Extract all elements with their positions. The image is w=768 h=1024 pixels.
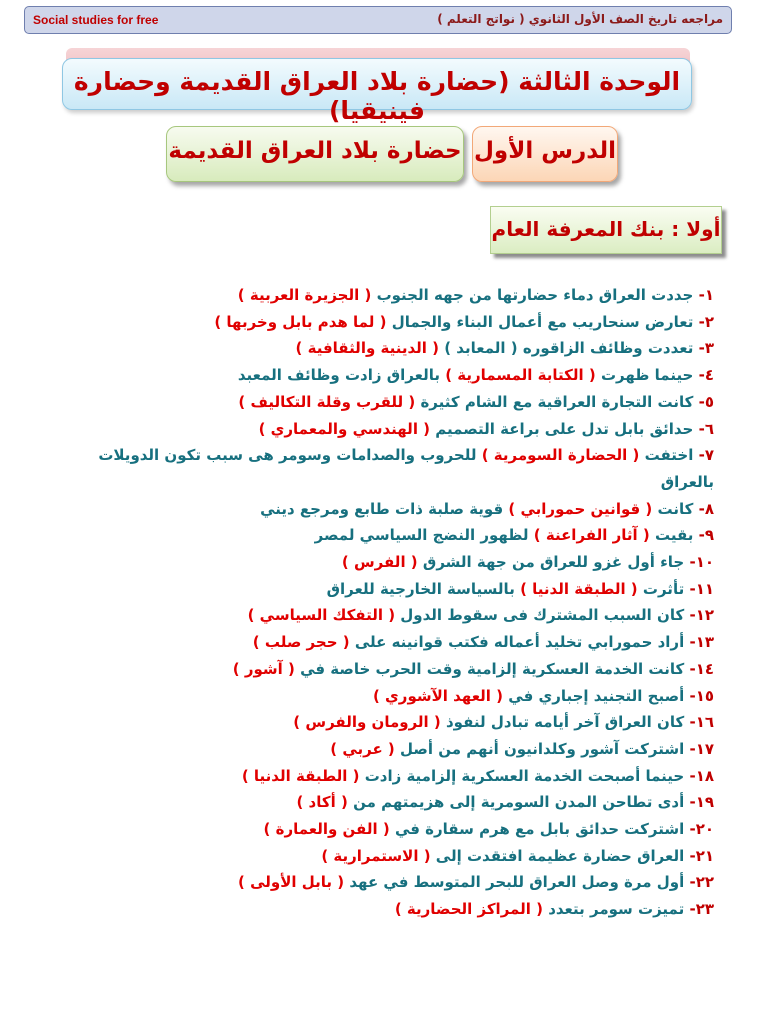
question-text: اشتركت حدائق بابل مع هرم سقارة في: [394, 820, 685, 839]
question-item: [60, 522, 714, 549]
question-answer: ( الجزيرة العربية ): [237, 286, 372, 304]
question-answer: ( الهندسي والمعماري ): [258, 419, 431, 438]
question-number: ١٣-: [689, 633, 714, 652]
question-text: تعارض سنحاريب مع أعمال البناء والجمال: [391, 312, 694, 331]
question-item: [60, 602, 714, 629]
question-text: حينما ظهرت: [600, 366, 694, 385]
question-text: أول مرة وصل العراق للبحر المتوسط في عهد: [349, 873, 685, 892]
header-left-text: Social studies for free: [33, 13, 159, 27]
question-number: ٢١-: [689, 846, 714, 865]
question-text-after: بالسياسة الخارجية للعراق: [326, 579, 515, 598]
question-answer: ( للقرب وقلة التكاليف ): [238, 392, 416, 411]
section-heading-box: [490, 206, 722, 254]
question-item: [60, 335, 714, 362]
question-answer: ( الطبقة الدنيا ): [241, 766, 360, 785]
question-text: حينما أصبحت الخدمة العسكرية إلزامية زادت: [364, 766, 685, 785]
question-text: العراق حضارة عظيمة افتقدت إلى: [435, 846, 685, 865]
question-number: ٢٠-: [689, 820, 714, 839]
question-item: [60, 309, 714, 336]
question-answer: ( الدينية والثقافية ): [295, 339, 439, 358]
question-text-after: للحروب والصدامات وسومر هى سبب تكون الدويلات بالعراق: [98, 446, 714, 491]
question-answer: ( عربي ): [330, 739, 395, 758]
question-text: أدى تطاحن المدن السومرية إلى هزيمتهم من: [353, 793, 685, 812]
question-text: تعددت وظائف الزاقوره ( المعابد ): [444, 339, 694, 358]
question-number: ٨-: [698, 499, 714, 518]
question-item: [60, 709, 714, 736]
question-item: [60, 282, 714, 309]
question-item: [60, 816, 714, 843]
question-answer: ( التفكك السياسي ): [247, 606, 396, 625]
question-item: [60, 896, 714, 923]
question-item: [60, 629, 714, 656]
question-number: ٤-: [698, 366, 714, 385]
question-answer: ( قوانين حمورابي ): [508, 499, 653, 518]
question-number: ١١-: [689, 579, 714, 598]
lesson-title-box: [166, 126, 464, 182]
question-item: [60, 442, 714, 495]
question-text: تأثرت: [642, 579, 685, 598]
question-number: ٢٢-: [689, 873, 714, 892]
question-number: ١٧-: [689, 739, 714, 758]
question-answer: ( بابل الأولى ): [238, 873, 345, 892]
lesson-number-box: [472, 126, 618, 182]
question-number: ١٠-: [689, 553, 714, 572]
unit-title-box: [62, 58, 692, 125]
question-text-after: لظهور النضج السياسي لمصر: [314, 526, 529, 545]
question-answer: ( الطبقة الدنيا ): [520, 579, 638, 598]
question-item: [60, 389, 714, 416]
question-answer: ( المراكز الحضارية ): [394, 900, 543, 919]
question-answer: ( الفن والعمارة ): [263, 820, 390, 839]
question-text: بقيت: [654, 526, 694, 545]
question-text: كانت: [657, 499, 694, 518]
question-item: [60, 869, 714, 896]
question-text: كانت التجارة العراقية مع الشام كثيرة: [420, 392, 694, 411]
question-text-after: قوية صلبة ذات طابع ومرجع ديني: [260, 499, 504, 518]
question-text: أراد حمورابي تخليد أعماله فكتب قوانينه على: [354, 633, 685, 652]
question-answer: ( حجر صلب ): [252, 633, 350, 652]
question-answer: ( آشور ): [232, 659, 295, 678]
question-item: [60, 763, 714, 790]
question-number: ١٨-: [689, 766, 714, 785]
question-number: ١٤-: [689, 659, 714, 678]
question-answer: ( الرومان والفرس ): [293, 713, 441, 732]
question-answer: ( أكاد ): [296, 793, 348, 812]
question-number: ٥-: [698, 392, 714, 411]
question-number: ١٩-: [689, 793, 714, 812]
question-answer: ( الحضارة السومرية ): [481, 446, 640, 465]
question-text: حدائق بابل تدل على براعة التصميم: [435, 419, 694, 438]
question-list: [60, 282, 714, 923]
question-item: [60, 656, 714, 683]
question-item: [60, 576, 714, 603]
question-number: ١٦-: [689, 713, 714, 732]
question-number: ٢٣-: [689, 900, 714, 919]
header-bar: [24, 6, 732, 34]
question-text: جاء أول غزو للعراق من جهة الشرق: [422, 553, 685, 572]
question-number: ٩-: [698, 526, 714, 545]
question-text: تميزت سومر بتعدد: [548, 900, 685, 919]
question-item: [60, 416, 714, 443]
question-item: [60, 549, 714, 576]
question-item: [60, 362, 714, 389]
question-number: ٧-: [698, 446, 714, 465]
question-answer: ( لما هدم بابل وخربها ): [214, 312, 387, 331]
question-text: كانت الخدمة العسكرية إلزامية وقت الحرب خاصة في: [300, 659, 685, 678]
lesson-number: الدرس الأول: [473, 138, 617, 164]
question-number: ١٢-: [689, 606, 714, 625]
section-heading: أولا : بنك المعرفة العام: [491, 217, 721, 241]
question-number: ١-: [698, 286, 714, 304]
question-text: اختفت: [644, 446, 694, 465]
question-text: أصبح التجنيد إجباري في: [508, 686, 685, 705]
question-answer: ( الكتابة المسمارية ): [445, 366, 596, 385]
question-answer: ( آثار الفراعنة ): [533, 526, 650, 545]
question-item: [60, 789, 714, 816]
question-item: [60, 843, 714, 870]
question-item: [60, 496, 714, 523]
question-item: [60, 736, 714, 763]
question-answer: ( الفرس ): [341, 553, 418, 572]
question-number: ٣-: [698, 339, 714, 358]
lesson-title: حضارة بلاد العراق القديمة: [168, 138, 462, 164]
question-text: جددت العراق دماء حضارتها من جهه الجنوب: [376, 286, 694, 304]
question-text: كان العراق آخر أيامه تبادل لنفوذ: [445, 713, 685, 732]
question-number: ١٥-: [689, 686, 714, 705]
question-text: اشتركت آشور وكلدانيون أنهم من أصل: [400, 739, 685, 758]
question-answer: ( العهد الآشوري ): [372, 686, 504, 705]
question-text: كان السبب المشترك فى سقوط الدول: [400, 606, 685, 625]
unit-title: الوحدة الثالثة (حضارة بلاد العراق القديمة وحضارة فينيقيا): [73, 67, 681, 125]
question-item: [60, 683, 714, 710]
question-answer: ( الاستمرارية ): [321, 846, 431, 865]
question-number: ٦-: [698, 419, 714, 438]
question-text-after: بالعراق زادت وظائف المعبد: [237, 366, 440, 385]
question-number: ٢-: [698, 312, 714, 331]
header-right-text: مراجعه تاريخ الصف الأول الثانوي ( نواتج التعلم ): [437, 12, 723, 26]
